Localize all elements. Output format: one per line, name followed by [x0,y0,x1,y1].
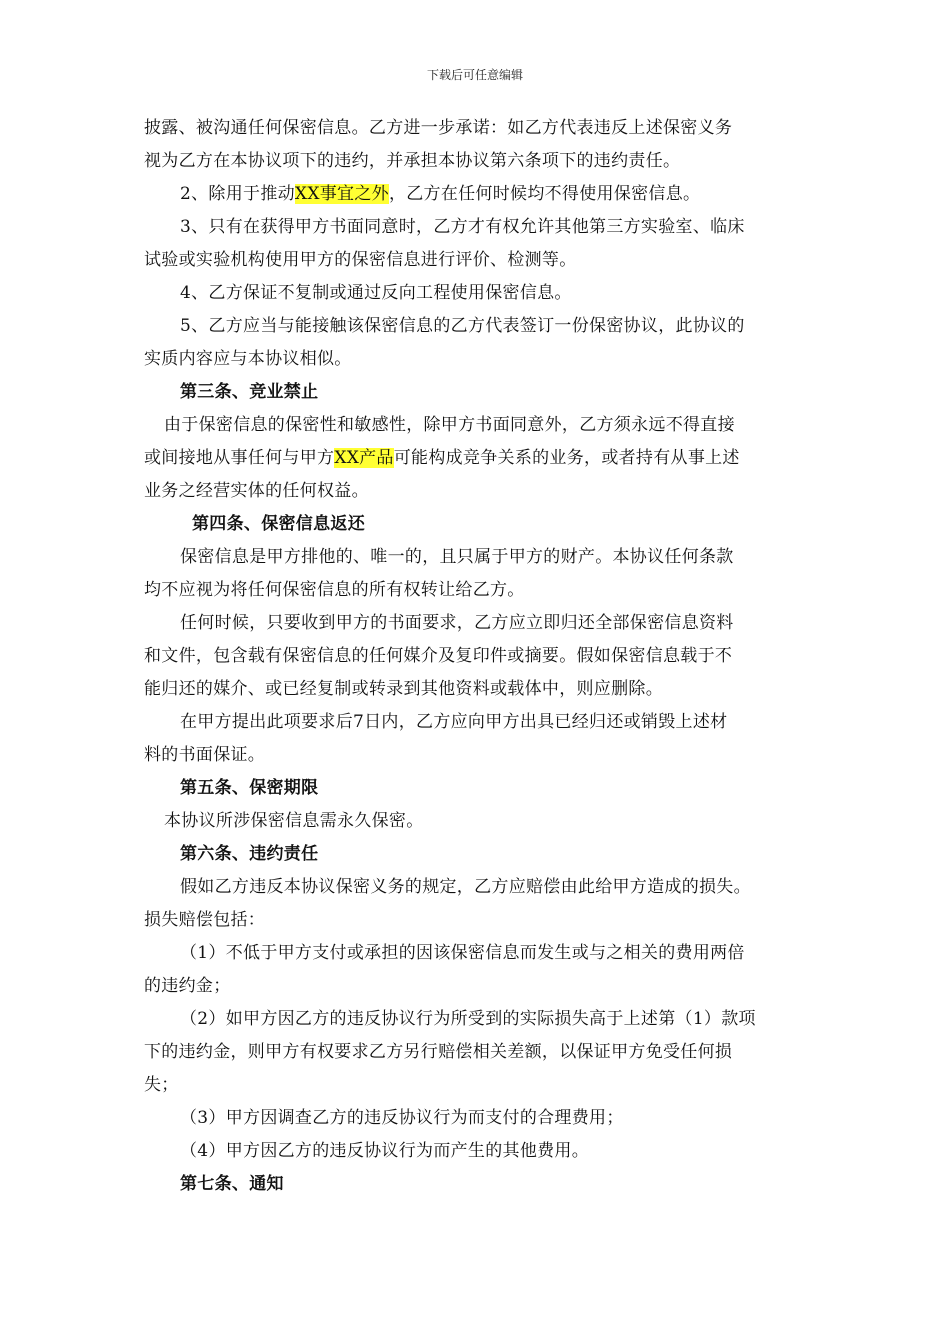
paragraph-line: 视为乙方在本协议项下的违约，并承担本协议第六条项下的违约责任。 [144,151,681,171]
highlighted-text: XX产品 [334,448,394,468]
paragraph-line: 披露、被沟通任何保密信息。乙方进一步承诺：如乙方代表违反上述保密义务 [144,118,733,138]
highlighted-text: XX事宜之外 [294,184,389,204]
document-body [144,112,808,1201]
paragraph-line: 失； [144,1075,179,1095]
list-item-1: （1）不低于甲方支付或承担的因该保密信息而发生或与之相关的费用两倍 [180,943,745,963]
paragraph-line: 业务之经营实体的任何权益。 [144,481,369,501]
paragraph-line: 保密信息是甲方排他的、唯一的，且只属于甲方的财产。本协议任何条款 [180,547,734,567]
paragraph-line: 假如乙方违反本协议保密义务的规定，乙方应赔偿由此给甲方造成的损失。 [180,877,751,897]
section-heading-4: 第四条、保密信息返还 [192,514,365,534]
clause-3-line: 3、只有在获得甲方书面同意时，乙方才有权允许其他第三方实验室、临床 [180,217,745,237]
list-item-2: （2）如甲方因乙方的违反协议行为所受到的实际损失高于上述第（1）款项 [180,1009,756,1029]
list-item-3: （3）甲方因调查乙方的违反协议行为而支付的合理费用； [180,1108,624,1128]
paragraph-line: 下的违约金，则甲方有权要求乙方另行赔偿相关差额，以保证甲方免受任何损 [144,1042,733,1062]
paragraph-line: 能归还的媒介、或已经复制或转录到其他资料或载体中，则应删除。 [144,679,663,699]
paragraph-line: 和文件，包含载有保密信息的任何媒介及复印件或摘要。假如保密信息载于不 [144,646,733,666]
paragraph-line: 或间接地从事任何与甲方XX产品可能构成竞争关系的业务，或者持有从事上述 [144,448,740,468]
paragraph-line: 的违约金； [144,976,231,996]
paragraph-line: 实质内容应与本协议相似。 [144,349,352,369]
clause-4-line: 4、乙方保证不复制或通过反向工程使用保密信息。 [180,283,572,303]
paragraph-line: 在甲方提出此项要求后7日内，乙方应向甲方出具已经归还或销毁上述材 [180,712,728,732]
paragraph-line: 任何时候，只要收到甲方的书面要求，乙方应立即归还全部保密信息资料 [180,613,734,633]
paragraph-line: 均不应视为将任何保密信息的所有权转让给乙方。 [144,580,525,600]
paragraph-line: 本协议所涉保密信息需永久保密。 [164,811,424,831]
clause-2-line: 2、除用于推动XX事宜之外，乙方在任何时候均不得使用保密信息。 [180,184,701,204]
section-heading-7: 第七条、通知 [180,1174,284,1194]
list-item-4: （4）甲方因乙方的违反协议行为而产生的其他费用。 [180,1141,590,1161]
paragraph-line: 损失赔偿包括： [144,910,266,930]
clause-5-line: 5、乙方应当与能接触该保密信息的乙方代表签订一份保密协议，此协议的 [180,316,745,336]
section-heading-3: 第三条、竞业禁止 [180,382,319,402]
page-header: 下载后可任意编辑 [426,68,523,82]
paragraph-line: 试验或实验机构使用甲方的保密信息进行评价、检测等。 [144,250,577,270]
section-heading-5: 第五条、保密期限 [180,778,319,798]
section-heading-6: 第六条、违约责任 [180,844,319,864]
paragraph-line: 由于保密信息的保密性和敏感性，除甲方书面同意外，乙方须永远不得直接 [164,415,735,435]
paragraph-line: 料的书面保证。 [144,745,266,765]
